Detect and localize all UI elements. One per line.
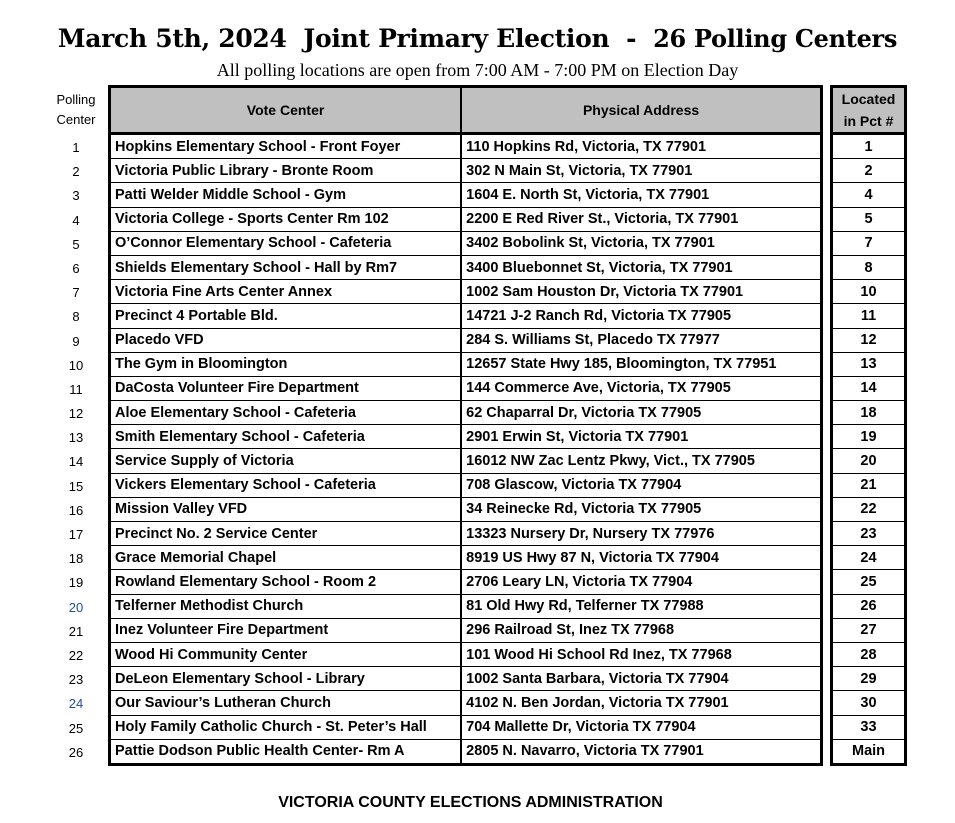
precinct-row [832,570,906,594]
address-cell: 101 Wood Hi School Rd Inez, TX 77968 [461,642,821,666]
polling-center-column-label [46,90,106,130]
precinct-row [832,715,906,739]
precinct-row [832,207,906,231]
table-row [110,739,822,764]
row-number: 26 [68,744,84,760]
table-header-row [110,87,822,134]
table-row [110,425,822,449]
polling-centers-table [108,85,823,766]
precinct-row [832,425,906,449]
table-row [110,134,822,159]
row-number: 15 [68,478,84,494]
vote-center-cell: Service Supply of Victoria [110,449,462,473]
address-cell: 144 Commerce Ave, Victoria, TX 77905 [461,376,821,400]
row-number: 19 [68,575,84,591]
precinct-table [830,85,907,766]
table-row [110,255,822,279]
row-number: 14 [68,454,84,470]
address-cell: 12657 State Hwy 185, Bloomington, TX 77951 [461,352,821,376]
row-number: 24 [68,696,84,712]
precinct-header [832,87,906,134]
table-row [110,449,822,473]
row-number: 8 [72,309,80,325]
precinct-row [832,522,906,546]
page-title [0,24,955,53]
row-number: 13 [68,430,84,446]
precinct-row [832,546,906,570]
row-number: 22 [68,647,84,663]
precinct-cell: 22 [832,497,906,521]
vote-center-cell: Victoria Fine Arts Center Annex [110,280,462,304]
precinct-row [832,255,906,279]
precinct-row [832,449,906,473]
table-row [110,667,822,691]
precinct-cell: 24 [832,546,906,570]
row-number: 25 [68,720,84,736]
vote-center-cell: DaCosta Volunteer Fire Department [110,376,462,400]
vote-center-cell: DeLeon Elementary School - Library [110,667,462,691]
row-number: 23 [68,672,84,688]
row-number: 1 [72,140,80,155]
precinct-cell: 25 [832,570,906,594]
address-header: Physical Address [461,87,821,134]
precinct-cell: 30 [832,691,906,715]
precinct-cell: 19 [832,425,906,449]
vote-center-cell: Telferner Methodist Church [110,594,462,618]
table-row [110,546,822,570]
address-cell: 704 Mallette Dr, Victoria TX 77904 [461,715,821,739]
precinct-row [832,328,906,352]
row-number: 6 [72,260,80,276]
address-cell: 1002 Sam Houston Dr, Victoria TX 77901 [461,280,821,304]
precinct-cell: 7 [832,231,906,255]
row-number: 10 [68,357,84,373]
vote-center-header: Vote Center [110,87,462,134]
precinct-cell: 23 [832,522,906,546]
vote-center-cell: Aloe Elementary School - Cafeteria [110,401,462,425]
precinct-cell: 33 [832,715,906,739]
polling-label-line1: Polling [56,92,96,107]
precinct-cell: 10 [832,280,906,304]
table-row [110,618,822,642]
address-cell: 81 Old Hwy Rd, Telferner TX 77988 [461,594,821,618]
row-number: 17 [68,527,84,542]
table-row [110,207,822,231]
vote-center-cell: O’Connor Elementary School - Cafeteria [110,231,462,255]
address-cell: 62 Chaparral Dr, Victoria TX 77905 [461,401,821,425]
table-row [110,376,822,400]
precinct-row [832,618,906,642]
table-row [110,183,822,207]
address-cell: 34 Reinecke Rd, Victoria TX 77905 [461,497,821,521]
table-row [110,473,822,497]
precinct-row [832,304,906,328]
precinct-cell: 4 [832,183,906,207]
precinct-cell: 12 [832,328,906,352]
vote-center-cell: Placedo VFD [110,328,462,352]
table-row [110,570,822,594]
precinct-row [832,280,906,304]
vote-center-cell: Precinct No. 2 Service Center [110,522,462,546]
title-date-election: March 5th, 2024 Joint Primary Election - [57,24,654,53]
hours-subtitle: All polling locations are open from 7:00 AM - 7:00 PM on Election Day [216,60,739,80]
title-center-count: 26 Polling Centers [653,24,898,53]
table-row [110,304,822,328]
precinct-row [832,401,906,425]
vote-center-cell: Smith Elementary School - Cafeteria [110,425,462,449]
address-cell: 2706 Leary LN, Victoria TX 77904 [461,570,821,594]
precinct-row [832,497,906,521]
address-cell: 16012 NW Zac Lentz Pkwy, Vict., TX 77905 [461,449,821,473]
row-number: 5 [72,236,80,252]
precinct-row [832,667,906,691]
table-row [110,328,822,352]
precinct-cell: 8 [832,255,906,279]
row-number: 4 [72,212,80,228]
precinct-cell: 13 [832,352,906,376]
row-number: 16 [68,502,84,518]
precinct-cell: 29 [832,667,906,691]
vote-center-cell: Pattie Dodson Public Health Center- Rm A [110,739,462,764]
row-number: 18 [68,551,84,567]
precinct-row [832,352,906,376]
vote-center-cell: Shields Elementary School - Hall by Rm7 [110,255,462,279]
table-row [110,522,822,546]
address-cell: 13323 Nursery Dr, Nursery TX 77976 [461,522,821,546]
precinct-cell: 26 [832,594,906,618]
precinct-cell: 28 [832,642,906,666]
table-row [110,231,822,255]
precinct-row [832,159,906,183]
address-cell: 302 N Main St, Victoria, TX 77901 [461,159,821,183]
precinct-row [832,134,906,159]
table-row [110,594,822,618]
precinct-cell: 20 [832,449,906,473]
vote-center-cell: Wood Hi Community Center [110,642,462,666]
vote-center-cell: Victoria College - Sports Center Rm 102 [110,207,462,231]
precinct-row [832,642,906,666]
row-numbers [46,136,106,765]
precinct-cell: 2 [832,159,906,183]
table-row [110,352,822,376]
precinct-row [832,594,906,618]
address-cell: 14721 J-2 Ranch Rd, Victoria TX 77905 [461,304,821,328]
vote-center-cell: Victoria Public Library - Bronte Room [110,159,462,183]
vote-center-cell: Hopkins Elementary School - Front Foyer [110,134,462,159]
precinct-header-line2: in Pct # [843,113,894,129]
row-number: 3 [72,188,80,204]
polling-label-line2: Center [56,112,96,127]
footer-organization: VICTORIA COUNTY ELECTIONS ADMINISTRATION [278,794,663,811]
address-cell: 1002 Santa Barbara, Victoria TX 77904 [461,667,821,691]
address-cell: 8919 US Hwy 87 N, Victoria TX 77904 [461,546,821,570]
precinct-cell: 14 [832,376,906,400]
table-row [110,401,822,425]
address-cell: 2901 Erwin St, Victoria TX 77901 [461,425,821,449]
precinct-cell: 5 [832,207,906,231]
table-row [110,159,822,183]
row-number: 21 [68,623,84,639]
precinct-row [832,473,906,497]
precinct-cell: 11 [832,304,906,328]
row-number: 12 [68,406,84,422]
address-cell: 284 S. Williams St, Placedo TX 77977 [461,328,821,352]
precinct-header-row [832,87,906,134]
vote-center-cell: Rowland Elementary School - Room 2 [110,570,462,594]
table-row [110,715,822,739]
row-number: 20 [68,599,84,615]
address-cell: 708 Glascow, Victoria TX 77904 [461,473,821,497]
table-row [110,280,822,304]
address-cell: 296 Railroad St, Inez TX 77968 [461,618,821,642]
precinct-cell: 27 [832,618,906,642]
vote-center-cell: Grace Memorial Chapel [110,546,462,570]
precinct-cell: 18 [832,401,906,425]
address-cell: 2805 N. Navarro, Victoria TX 77901 [461,739,821,764]
address-cell: 3400 Bluebonnet St, Victoria, TX 77901 [461,255,821,279]
address-cell: 4102 N. Ben Jordan, Victoria TX 77901 [461,691,821,715]
address-cell: 3402 Bobolink St, Victoria, TX 77901 [461,231,821,255]
vote-center-cell: Precinct 4 Portable Bld. [110,304,462,328]
row-number: 9 [72,333,80,349]
row-number: 11 [69,381,83,397]
table-row [110,497,822,521]
address-cell: 1604 E. North St, Victoria, TX 77901 [461,183,821,207]
vote-center-cell: Patti Welder Middle School - Gym [110,183,462,207]
row-number: 7 [72,285,80,301]
precinct-cell: 1 [832,134,906,159]
precinct-cell: Main [832,739,906,764]
vote-center-cell: Mission Valley VFD [110,497,462,521]
table-row [110,691,822,715]
precinct-row [832,739,906,764]
address-cell: 2200 E Red River St., Victoria, TX 77901 [461,207,821,231]
vote-center-cell: Inez Volunteer Fire Department [110,618,462,642]
vote-center-cell: Vickers Elementary School - Cafeteria [110,473,462,497]
precinct-row [832,231,906,255]
vote-center-cell: Our Saviour’s Lutheran Church [110,691,462,715]
precinct-cell: 21 [832,473,906,497]
row-number: 2 [72,164,80,180]
precinct-row [832,376,906,400]
precinct-header-line1: Located [841,91,896,107]
vote-center-cell: The Gym in Bloomington [110,352,462,376]
vote-center-cell: Holy Family Catholic Church - St. Peter’s Hall [110,715,462,739]
table-row [110,642,822,666]
precinct-row [832,183,906,207]
precinct-row [832,691,906,715]
address-cell: 110 Hopkins Rd, Victoria, TX 77901 [461,134,821,159]
